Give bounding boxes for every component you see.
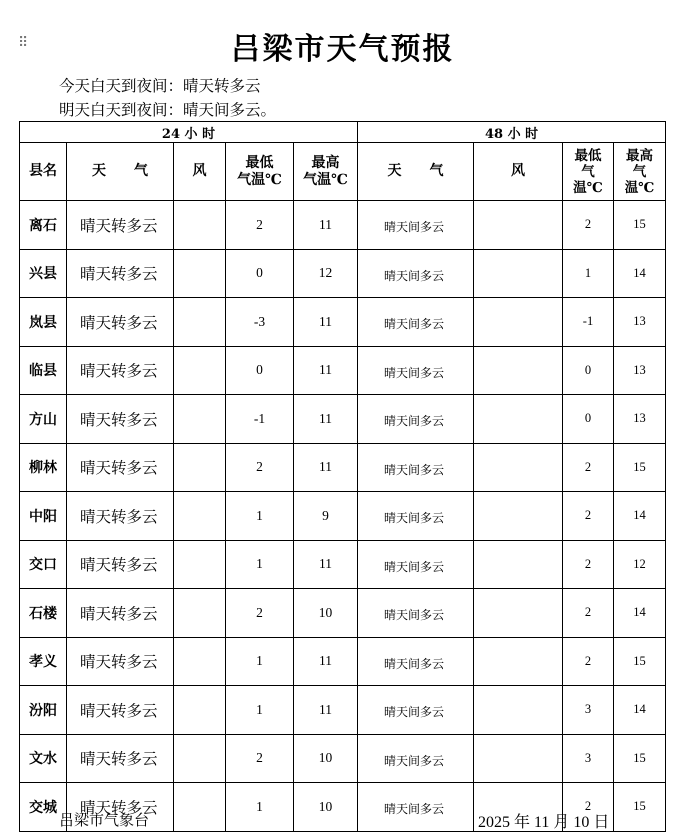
- cell-weather-24h: 晴天转多云: [67, 637, 174, 686]
- group-header-row: [20, 122, 666, 143]
- cell-max-temp-24h: 11: [294, 201, 358, 250]
- table-row: [20, 492, 666, 541]
- cell-county: 孝义: [20, 637, 67, 686]
- cell-wind-48h: [474, 540, 563, 589]
- cell-weather-24h: 晴天转多云: [67, 783, 174, 832]
- cell-weather-24h: 晴天转多云: [67, 492, 174, 541]
- cell-max-temp-24h: 11: [294, 346, 358, 395]
- group-24h-header: 24 小 时: [20, 122, 358, 143]
- cell-weather-48h: 晴天间多云: [358, 492, 474, 541]
- cell-min-temp-48h: -1: [563, 298, 614, 347]
- cell-wind-24h: [174, 249, 226, 298]
- header-min-temp-24h: 最低 气温℃: [226, 143, 294, 201]
- cell-wind-24h: [174, 346, 226, 395]
- cell-weather-48h: 晴天间多云: [358, 395, 474, 444]
- cell-wind-24h: [174, 298, 226, 347]
- cell-max-temp-24h: 11: [294, 540, 358, 589]
- cell-county: 临县: [20, 346, 67, 395]
- cell-max-temp-24h: 11: [294, 298, 358, 347]
- cell-wind-48h: [474, 589, 563, 638]
- cell-weather-48h: 晴天间多云: [358, 298, 474, 347]
- cell-wind-48h: [474, 686, 563, 735]
- cell-county: 离石: [20, 201, 67, 250]
- header-weather-24h: 天 气: [67, 143, 174, 201]
- cell-wind-24h: [174, 734, 226, 783]
- cell-max-temp-48h: 12: [614, 540, 666, 589]
- cell-wind-48h: [474, 249, 563, 298]
- cell-wind-24h: [174, 540, 226, 589]
- header-weather-48h: 天 气: [358, 143, 474, 201]
- cell-max-temp-48h: 14: [614, 686, 666, 735]
- cell-min-temp-24h: 2: [226, 201, 294, 250]
- cell-county: 柳林: [20, 443, 67, 492]
- summary-today: 今天白天到夜间：晴天转多云: [59, 77, 261, 95]
- cell-max-temp-48h: 15: [614, 637, 666, 686]
- cell-wind-48h: [474, 734, 563, 783]
- header-max-temp-24h: 最高 气温℃: [294, 143, 358, 201]
- cell-max-temp-48h: 13: [614, 395, 666, 444]
- cell-wind-48h: [474, 346, 563, 395]
- cell-min-temp-48h: 2: [563, 783, 614, 832]
- cell-county: 石楼: [20, 589, 67, 638]
- table-row: [20, 637, 666, 686]
- cell-county: 兴县: [20, 249, 67, 298]
- cell-weather-48h: 晴天间多云: [358, 589, 474, 638]
- cell-wind-24h: [174, 686, 226, 735]
- cell-max-temp-24h: 11: [294, 686, 358, 735]
- cell-weather-48h: 晴天间多云: [358, 540, 474, 589]
- cell-max-temp-48h: 13: [614, 346, 666, 395]
- cell-min-temp-24h: -1: [226, 395, 294, 444]
- cell-min-temp-48h: 2: [563, 540, 614, 589]
- header-wind-48h: 风: [474, 143, 563, 201]
- cell-min-temp-48h: 1: [563, 249, 614, 298]
- column-header-row: [20, 143, 666, 201]
- cell-max-temp-24h: 10: [294, 734, 358, 783]
- cell-wind-24h: [174, 492, 226, 541]
- cell-wind-24h: [174, 589, 226, 638]
- header-max-temp-48h: 最高 气 温℃: [614, 143, 666, 201]
- cell-wind-24h: [174, 783, 226, 832]
- cell-weather-24h: 晴天转多云: [67, 443, 174, 492]
- cell-county: 方山: [20, 395, 67, 444]
- header-county: 县名: [20, 143, 67, 201]
- cell-max-temp-24h: 11: [294, 395, 358, 444]
- cell-max-temp-48h: 15: [614, 783, 666, 832]
- cell-county: 岚县: [20, 298, 67, 347]
- cell-min-temp-48h: 0: [563, 395, 614, 444]
- table-row: [20, 346, 666, 395]
- cell-min-temp-24h: 1: [226, 686, 294, 735]
- cell-wind-24h: [174, 637, 226, 686]
- cell-min-temp-24h: 1: [226, 540, 294, 589]
- cell-max-temp-24h: 9: [294, 492, 358, 541]
- cell-min-temp-24h: -3: [226, 298, 294, 347]
- cell-max-temp-48h: 14: [614, 492, 666, 541]
- cell-wind-48h: [474, 395, 563, 444]
- cell-county: 中阳: [20, 492, 67, 541]
- cell-weather-24h: 晴天转多云: [67, 298, 174, 347]
- cell-min-temp-24h: 0: [226, 249, 294, 298]
- cell-weather-24h: 晴天转多云: [67, 734, 174, 783]
- cell-wind-24h: [174, 395, 226, 444]
- table-row: [20, 201, 666, 250]
- cell-max-temp-48h: 15: [614, 443, 666, 492]
- cell-min-temp-48h: 2: [563, 201, 614, 250]
- forecast-table: [19, 121, 666, 832]
- table-row: [20, 734, 666, 783]
- cell-weather-24h: 晴天转多云: [67, 249, 174, 298]
- cell-county: 交城: [20, 783, 67, 832]
- header-wind-24h: 风: [174, 143, 226, 201]
- cell-weather-48h: 晴天间多云: [358, 734, 474, 783]
- cell-wind-48h: [474, 443, 563, 492]
- cell-wind-24h: [174, 201, 226, 250]
- cell-max-temp-24h: 11: [294, 443, 358, 492]
- cell-weather-48h: 晴天间多云: [358, 783, 474, 832]
- cell-max-temp-24h: 10: [294, 783, 358, 832]
- table-row: [20, 686, 666, 735]
- issuer-label: 吕梁市气象台: [59, 811, 150, 829]
- cell-min-temp-48h: 3: [563, 734, 614, 783]
- cell-max-temp-48h: 15: [614, 734, 666, 783]
- cell-weather-48h: 晴天间多云: [358, 686, 474, 735]
- cell-wind-48h: [474, 492, 563, 541]
- cell-weather-48h: 晴天间多云: [358, 637, 474, 686]
- group-48h-header: 48 小 时: [358, 122, 666, 143]
- cell-wind-48h: [474, 637, 563, 686]
- table-row: [20, 249, 666, 298]
- page-title: 吕梁市天气预报: [230, 32, 455, 67]
- cell-county: 交口: [20, 540, 67, 589]
- cell-min-temp-48h: 2: [563, 492, 614, 541]
- cell-min-temp-24h: 0: [226, 346, 294, 395]
- cell-min-temp-24h: 2: [226, 734, 294, 783]
- cell-max-temp-48h: 15: [614, 201, 666, 250]
- cell-weather-24h: 晴天转多云: [67, 201, 174, 250]
- cell-weather-24h: 晴天转多云: [67, 346, 174, 395]
- issue-date: 2025 年 11 月 10 日: [478, 814, 610, 831]
- cell-min-temp-24h: 1: [226, 783, 294, 832]
- cell-weather-48h: 晴天间多云: [358, 346, 474, 395]
- cell-min-temp-24h: 1: [226, 492, 294, 541]
- cell-weather-24h: 晴天转多云: [67, 540, 174, 589]
- table-row: [20, 540, 666, 589]
- cell-weather-24h: 晴天转多云: [67, 589, 174, 638]
- cell-weather-48h: 晴天间多云: [358, 201, 474, 250]
- cell-min-temp-48h: 0: [563, 346, 614, 395]
- cell-min-temp-48h: 2: [563, 589, 614, 638]
- cell-min-temp-24h: 1: [226, 637, 294, 686]
- table-row: [20, 443, 666, 492]
- cell-max-temp-24h: 12: [294, 249, 358, 298]
- cell-min-temp-48h: 2: [563, 443, 614, 492]
- drag-handle-icon[interactable]: ⠿: [18, 35, 28, 51]
- table-row: [20, 589, 666, 638]
- cell-weather-48h: 晴天间多云: [358, 443, 474, 492]
- cell-max-temp-24h: 11: [294, 637, 358, 686]
- cell-min-temp-48h: 2: [563, 637, 614, 686]
- summary-tomorrow: 明天白天到夜间：晴天间多云。: [59, 101, 277, 119]
- cell-min-temp-24h: 2: [226, 589, 294, 638]
- table-row: [20, 298, 666, 347]
- cell-county: 文水: [20, 734, 67, 783]
- cell-weather-48h: 晴天间多云: [358, 249, 474, 298]
- cell-weather-24h: 晴天转多云: [67, 395, 174, 444]
- cell-wind-24h: [174, 443, 226, 492]
- cell-max-temp-24h: 10: [294, 589, 358, 638]
- cell-min-temp-24h: 2: [226, 443, 294, 492]
- cell-max-temp-48h: 14: [614, 249, 666, 298]
- cell-min-temp-48h: 3: [563, 686, 614, 735]
- header-min-temp-48h: 最低 气 温℃: [563, 143, 614, 201]
- cell-wind-48h: [474, 201, 563, 250]
- cell-weather-24h: 晴天转多云: [67, 686, 174, 735]
- cell-county: 汾阳: [20, 686, 67, 735]
- cell-max-temp-48h: 14: [614, 589, 666, 638]
- cell-wind-48h: [474, 298, 563, 347]
- cell-max-temp-48h: 13: [614, 298, 666, 347]
- table-row: [20, 395, 666, 444]
